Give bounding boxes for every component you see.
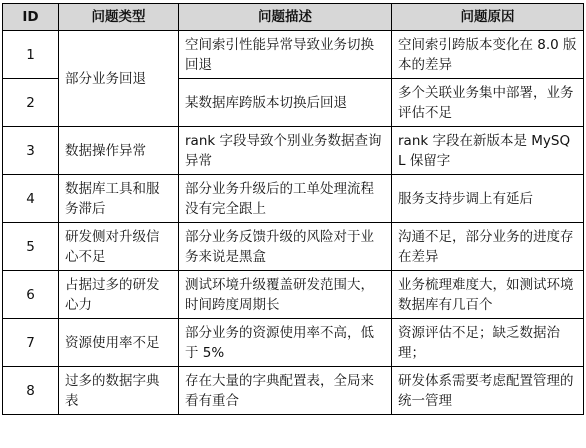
cell-desc: 某数据库跨版本切换后回退 (179, 79, 392, 127)
cell-desc: 部分业务的资源使用率不高，低于 5% (179, 319, 392, 367)
cell-id: 7 (3, 319, 59, 367)
cell-type: 部分业务回退 (59, 31, 179, 127)
cell-cause: 资源评估不足；缺乏数据治理； (392, 319, 584, 367)
table-row (3, 31, 584, 79)
header-desc: 问题描述 (179, 4, 392, 31)
header-id: ID (3, 4, 59, 31)
cell-type: 数据操作异常 (59, 127, 179, 175)
cell-id: 8 (3, 367, 59, 415)
cell-cause: 空间索引跨版本变化在 8.0 版本的差异 (392, 31, 584, 79)
cell-cause: 服务支持步调上有延后 (392, 175, 584, 223)
cell-desc: 空间索引性能异常导致业务切换回退 (179, 31, 392, 79)
cell-id: 5 (3, 223, 59, 271)
cell-cause: 多个关联业务集中部署，业务评估不足 (392, 79, 584, 127)
cell-cause: rank 字段在新版本是 MySQL 保留字 (392, 127, 584, 175)
cell-desc: 部分业务升级后的工单处理流程没有完全跟上 (179, 175, 392, 223)
cell-id: 1 (3, 31, 59, 79)
cell-cause: 业务梳理难度大，如测试环境数据库有几百个 (392, 271, 584, 319)
issues-table (2, 3, 584, 415)
cell-desc: 测试环境升级覆盖研发范围大，时间跨度周期长 (179, 271, 392, 319)
cell-id: 6 (3, 271, 59, 319)
cell-desc: 存在大量的字典配置表，全局来看有重合 (179, 367, 392, 415)
cell-id: 2 (3, 79, 59, 127)
table-row (3, 223, 584, 271)
cell-type: 数据库工具和服务滞后 (59, 175, 179, 223)
cell-type: 占据过多的研发心力 (59, 271, 179, 319)
cell-id: 4 (3, 175, 59, 223)
header-row (3, 4, 584, 31)
table-row (3, 271, 584, 319)
table-row (3, 127, 584, 175)
table-row (3, 319, 584, 367)
header-type: 问题类型 (59, 4, 179, 31)
cell-type: 过多的数据字典表 (59, 367, 179, 415)
cell-type: 资源使用率不足 (59, 319, 179, 367)
cell-type: 研发侧对升级信心不足 (59, 223, 179, 271)
cell-cause: 沟通不足，部分业务的进度存在差异 (392, 223, 584, 271)
table-row (3, 175, 584, 223)
cell-desc: rank 字段导致个别业务数据查询异常 (179, 127, 392, 175)
cell-cause: 研发体系需要考虑配置管理的统一管理 (392, 367, 584, 415)
table-row (3, 367, 584, 415)
cell-desc: 部分业务反馈升级的风险对于业务来说是黑盒 (179, 223, 392, 271)
cell-id: 3 (3, 127, 59, 175)
header-cause: 问题原因 (392, 4, 584, 31)
